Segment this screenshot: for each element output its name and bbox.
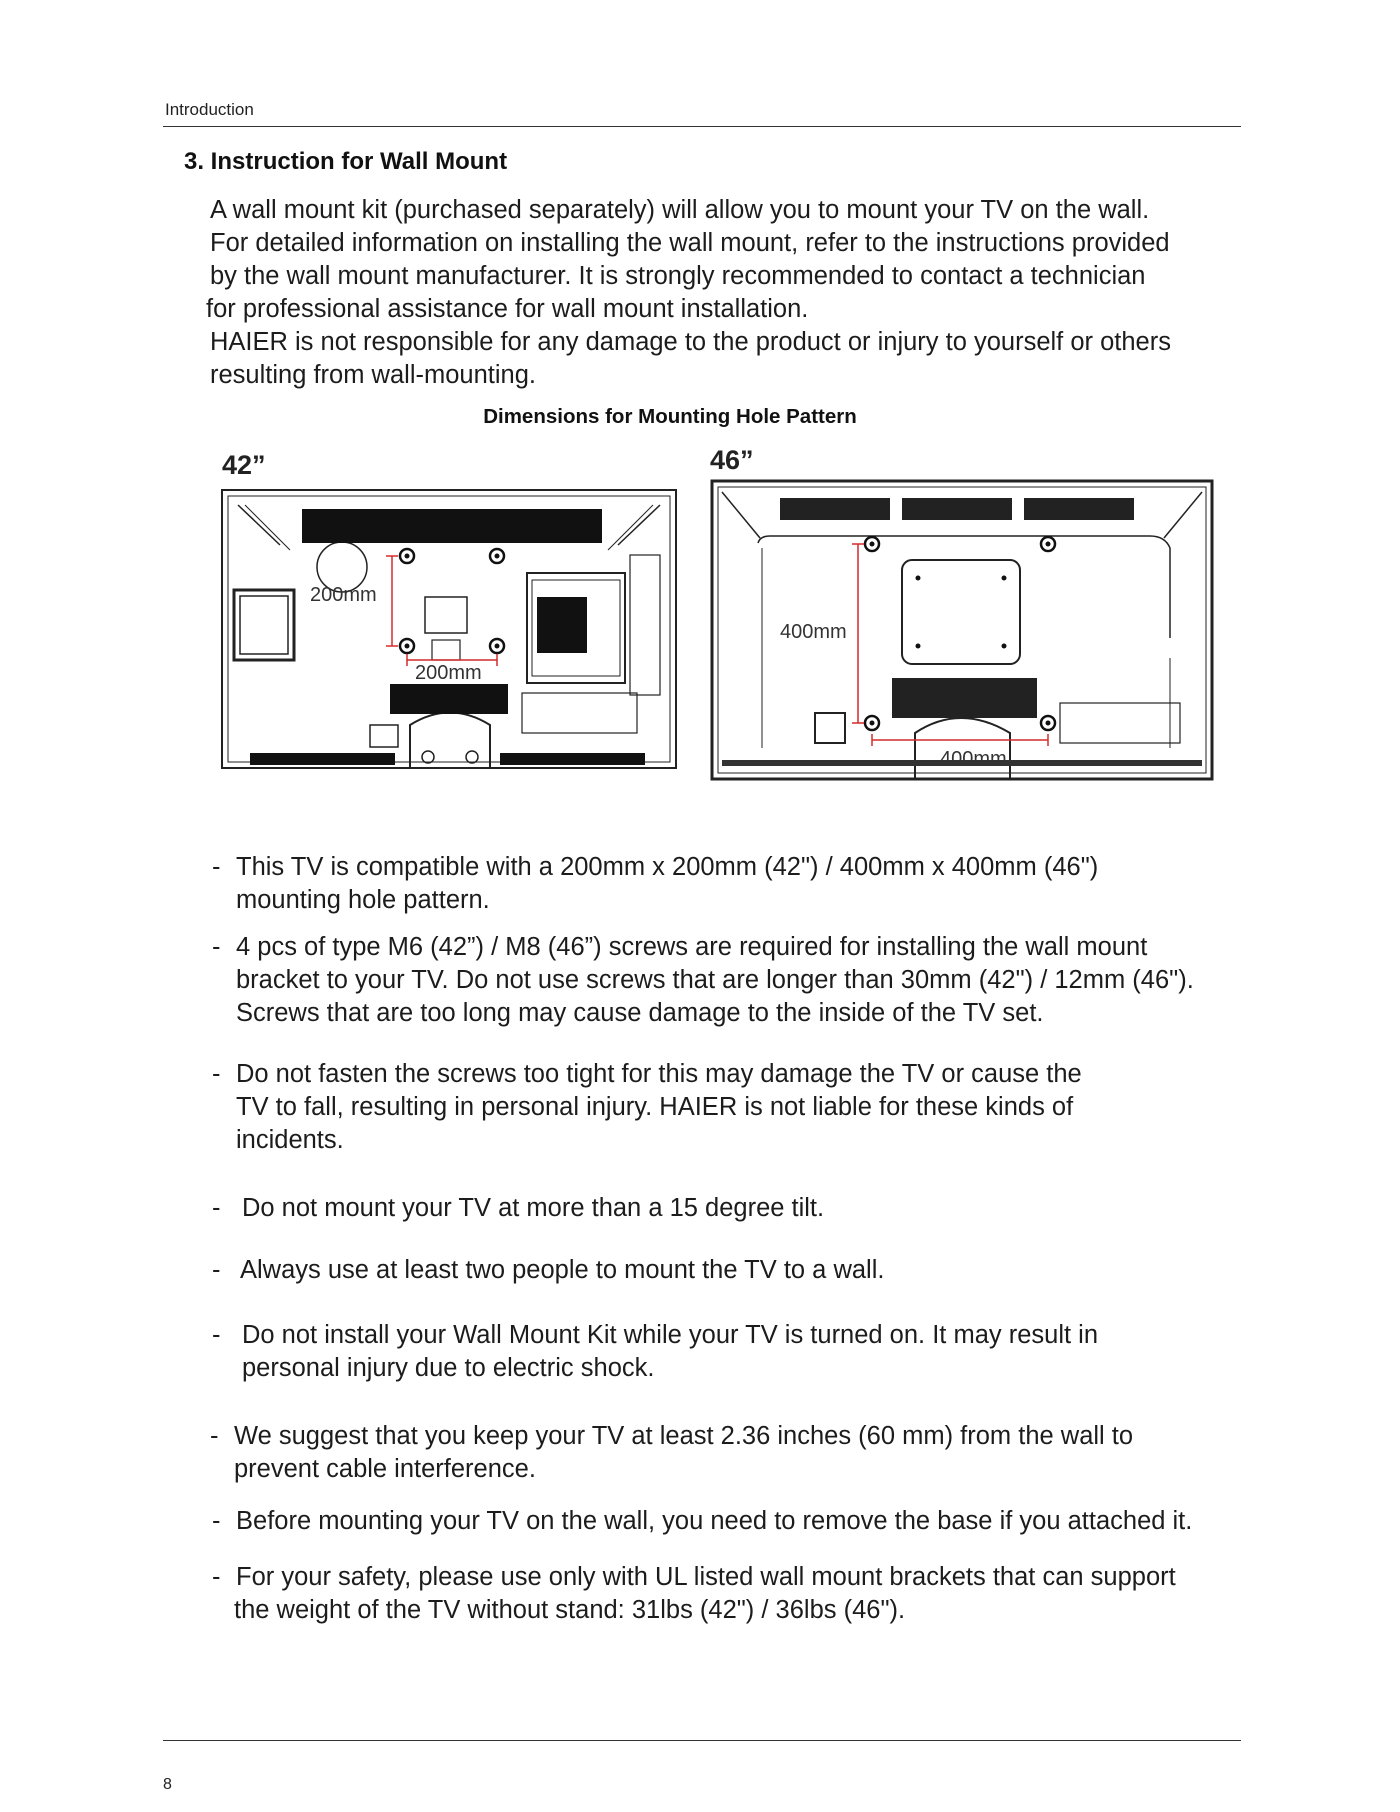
bullet-line: This TV is compatible with a 200mm x 200mm (42") / 400mm x 400mm (46") (236, 853, 1099, 881)
section-title: 3. Instruction for Wall Mount (184, 148, 508, 175)
intro-line: for professional assistance for wall mount installation. (206, 295, 809, 323)
left-vertical-dimension: 200mm (310, 584, 377, 606)
bullet-line: mounting hole pattern. (236, 886, 490, 914)
left-horizontal-dimension: 200mm (415, 662, 482, 684)
bullet-dash: - (212, 1194, 221, 1222)
footer-rule (163, 1740, 1241, 1741)
page-number: 8 (163, 1776, 172, 1793)
bullet-line: Before mounting your TV on the wall, you need to remove the base if you attached it. (236, 1507, 1193, 1535)
bullet-line: Always use at least two people to mount the TV to a wall. (240, 1256, 885, 1284)
bullet-line: Screws that are too long may cause damage to the inside of the TV set. (236, 999, 1044, 1027)
bullet-line: Do not fasten the screws too tight for this may damage the TV or cause the (236, 1060, 1082, 1088)
right-size-label: 46” (710, 445, 754, 475)
bullet-remove-base (212, 1505, 1192, 1538)
bullet-fasten (212, 1058, 1082, 1157)
bullet-line: For your safety, please use only with UL listed wall mount brackets that can support (236, 1563, 1176, 1591)
intro-line: by the wall mount manufacturer. It is strongly recommended to contact a technician (210, 262, 1146, 290)
bullet-two-people (212, 1254, 884, 1287)
intro-line: HAIER is not responsible for any damage to the product or injury to yourself or others (210, 328, 1171, 356)
bullet-dash: - (212, 933, 221, 961)
bullet-dash: - (212, 1256, 221, 1284)
bullet-dash: - (212, 1507, 221, 1535)
header-rule (163, 126, 1241, 127)
intro-line: For detailed information on installing the wall mount, refer to the instructions provided (210, 229, 1170, 257)
bullet-line: personal injury due to electric shock. (242, 1354, 655, 1382)
bullet-line: prevent cable interference. (234, 1455, 536, 1483)
bullet-line: Do not install your Wall Mount Kit while your TV is turned on. It may result in (242, 1321, 1099, 1349)
tv-42-back-diagram (220, 485, 680, 775)
intro-line: A wall mount kit (purchased separately) will allow you to mount your TV on the wall. (210, 196, 1150, 224)
bullet-ul-listed (212, 1561, 1176, 1627)
bullet-line: the weight of the TV without stand: 31lbs (42") / 36lbs (46"). (234, 1596, 906, 1624)
intro-line: resulting from wall-mounting. (210, 361, 536, 389)
tv-46-back-diagram (710, 478, 1220, 783)
bullet-screws (212, 931, 1194, 1030)
bullet-line: incidents. (236, 1126, 344, 1154)
bullet-line: Do not mount your TV at more than a 15 degree tilt. (242, 1194, 825, 1222)
right-horizontal-dimension: 400mm (940, 748, 1007, 770)
bullet-line: TV to fall, resulting in personal injury. HAIER is not liable for these kinds of (236, 1093, 1074, 1121)
bullet-dash: - (212, 1060, 221, 1088)
bullet-power-off (212, 1319, 1098, 1385)
left-size-label: 42” (222, 450, 266, 480)
bullet-line: 4 pcs of type M6 (42”) / M8 (46”) screws are required for installing the wall mount (236, 933, 1148, 961)
bullet-dash: - (210, 1422, 219, 1450)
bullet-line: bracket to your TV. Do not use screws that are longer than 30mm (42") / 12mm (46"). (236, 966, 1194, 994)
bullet-line: We suggest that you keep your TV at least 2.36 inches (60 mm) from the wall to (234, 1422, 1134, 1450)
bullet-dash: - (212, 1563, 221, 1591)
bullet-hole-pattern (212, 851, 1098, 917)
bullet-tilt (212, 1192, 824, 1225)
intro-paragraph (206, 194, 1250, 392)
section-header: Introduction (165, 100, 254, 119)
diagram-caption: Dimensions for Mounting Hole Pattern (483, 405, 857, 428)
bullet-distance (210, 1420, 1133, 1486)
bullet-dash: - (212, 1321, 221, 1349)
bullet-dash: - (212, 853, 221, 881)
right-vertical-dimension: 400mm (780, 621, 847, 643)
